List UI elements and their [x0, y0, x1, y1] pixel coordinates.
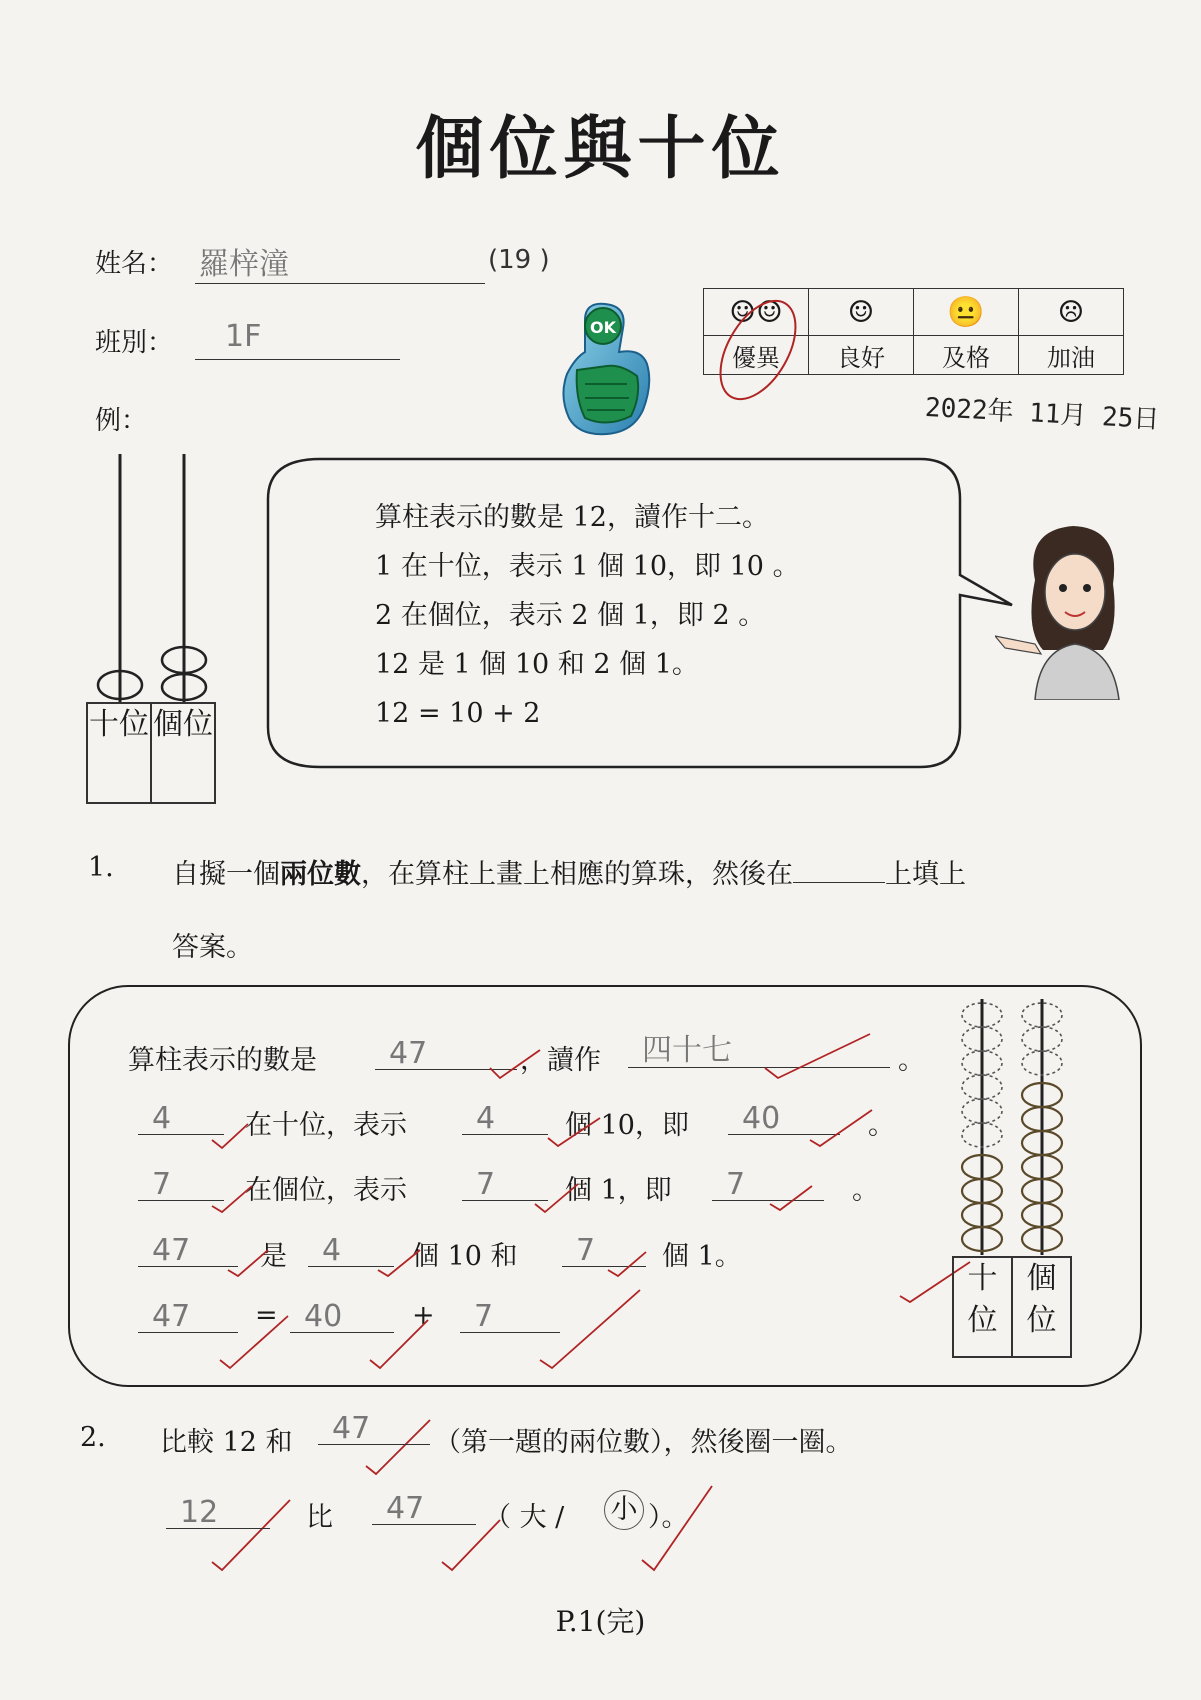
q1-instruction	[172, 852, 1132, 891]
q2-choice-small[interactable]: 小	[604, 1490, 644, 1530]
q2-right-field[interactable]	[372, 1490, 476, 1525]
q2-number-field[interactable]	[318, 1410, 430, 1445]
a5-tens-field[interactable]	[290, 1298, 394, 1333]
a4-text-2: 個 10 和	[412, 1241, 518, 1272]
answer-abacus	[950, 995, 1080, 1257]
a3-end: 。	[852, 1175, 879, 1206]
a1-prefix: 算柱表示的數是	[128, 1045, 317, 1076]
class-value: 1F	[225, 319, 262, 354]
q2-text-1: 比較 12 和	[160, 1427, 293, 1458]
a4-text-1: 是	[260, 1241, 287, 1272]
q2-left-value: 12	[180, 1495, 219, 1530]
a5-tens: 40	[304, 1299, 343, 1334]
q1-text-3: 上填上	[885, 859, 966, 890]
a2-digit: 4	[152, 1101, 172, 1136]
q1-blank-sample	[793, 882, 885, 883]
example-line-4: 12 是 1 個 10 和 2 個 1。	[375, 649, 699, 680]
a5-number: 47	[152, 1299, 191, 1334]
a3-count: 7	[476, 1167, 496, 1202]
rating-good[interactable]: 良好	[809, 336, 914, 375]
example-line-5: 12 = 10 + 2	[375, 698, 541, 729]
example-ones-label: 個位	[153, 707, 213, 742]
example-abacus	[84, 450, 224, 705]
red-circle-mark-icon	[712, 292, 812, 412]
a2-text-2: 個 10，即	[565, 1110, 689, 1141]
a3-digit: 7	[152, 1167, 172, 1202]
example-line-2: 1 在十位，表示 1 個 10，即 10 。	[375, 551, 800, 582]
q2-compare-word: 比	[306, 1502, 333, 1533]
name-value: 羅梓潼	[199, 247, 289, 282]
a4-ones: 7	[576, 1233, 596, 1268]
thumbs-up-sticker-icon	[555, 300, 655, 440]
q1-text-4: 答案。	[172, 932, 253, 963]
answer-ones-label: 個位	[1026, 1261, 1057, 1338]
page-title: 個位與十位	[415, 110, 786, 189]
class-label: 班別：	[95, 328, 174, 358]
example-label: 例：	[95, 406, 148, 436]
a3-value-field[interactable]	[712, 1166, 824, 1201]
a4-tens: 4	[322, 1233, 342, 1268]
a3-text-1: 在個位，表示	[245, 1175, 407, 1206]
q2-right-value: 47	[386, 1491, 425, 1526]
class-field[interactable]	[195, 315, 400, 360]
a5-number-field[interactable]	[138, 1298, 238, 1333]
a5-ones-field[interactable]	[460, 1298, 560, 1333]
date-stamp: 2022年 11月 25日	[924, 392, 1161, 436]
a4-ones-field[interactable]	[562, 1232, 646, 1267]
q2-number: 2.	[80, 1422, 106, 1453]
a4-text-3: 個 1。	[662, 1241, 742, 1272]
face-tryharder-icon: ☹	[1019, 289, 1124, 336]
answer-tens-label: 十位	[954, 1258, 1013, 1356]
a5-ones: 7	[474, 1299, 494, 1334]
name-label: 姓名：	[95, 249, 174, 279]
a5-plus: +	[412, 1300, 435, 1331]
name-field[interactable]	[195, 235, 485, 284]
page-footer: P.1(完)	[555, 1605, 646, 1638]
example-line-1: 算柱表示的數是 12，讀作十二。	[375, 502, 769, 533]
a1-reading: 四十七	[642, 1033, 732, 1068]
a2-end: 。	[868, 1110, 895, 1141]
a3-count-field[interactable]	[462, 1166, 548, 1201]
q2-number-value: 47	[332, 1411, 371, 1446]
q1-text-2: ，在算柱上畫上相應的算珠，然後在	[361, 859, 793, 890]
rating-tryharder[interactable]: 加油	[1019, 336, 1124, 375]
q1-number: 1.	[88, 852, 114, 883]
a4-number-field[interactable]	[138, 1232, 238, 1267]
example-place-box	[86, 702, 216, 804]
a2-count-field[interactable]	[462, 1100, 548, 1135]
q1-text-1: 自擬一個	[172, 859, 280, 890]
sticker-text: OK	[590, 318, 616, 337]
example-explanation	[375, 493, 800, 738]
a1-end: 。	[898, 1045, 925, 1076]
q2-options-open: （ 大 /	[484, 1502, 565, 1533]
example-line-3: 2 在個位，表示 2 個 1，即 2 。	[375, 600, 766, 631]
rating-excellent[interactable]: 優異	[704, 336, 809, 375]
a3-text-2: 個 1，即	[565, 1175, 672, 1206]
a2-digit-field[interactable]	[138, 1100, 224, 1135]
face-pass-icon: 😐	[914, 289, 1019, 336]
teacher-illustration-icon	[995, 520, 1135, 700]
face-excellent-icon: ☺☺	[704, 289, 809, 336]
q2-text-2: （第一題的兩位數），然後圈一圈。	[434, 1427, 853, 1458]
rating-pass[interactable]: 及格	[914, 336, 1019, 375]
a2-value: 40	[742, 1101, 781, 1136]
a1-number: 47	[389, 1036, 428, 1071]
example-tens-label: 十位	[88, 704, 152, 802]
a1-mid: ，讀作	[520, 1045, 601, 1076]
q2-options-close: ）。	[648, 1502, 689, 1533]
a4-number: 47	[152, 1233, 191, 1268]
answer-place-box	[952, 1256, 1072, 1358]
a5-equals: =	[255, 1300, 278, 1331]
face-good-icon: ☺	[809, 289, 914, 336]
class-number: (19 )	[488, 245, 550, 275]
a1-number-field[interactable]	[375, 1035, 517, 1070]
a3-value: 7	[726, 1167, 746, 1202]
a1-reading-field[interactable]	[628, 1033, 890, 1068]
a4-tens-field[interactable]	[308, 1232, 394, 1267]
a2-count: 4	[476, 1101, 496, 1136]
q2-left-field[interactable]	[166, 1494, 270, 1529]
a2-value-field[interactable]	[728, 1100, 840, 1135]
a2-text-1: 在十位，表示	[245, 1110, 407, 1141]
a3-digit-field[interactable]	[138, 1166, 224, 1201]
q1-bold: 兩位數	[280, 859, 361, 890]
